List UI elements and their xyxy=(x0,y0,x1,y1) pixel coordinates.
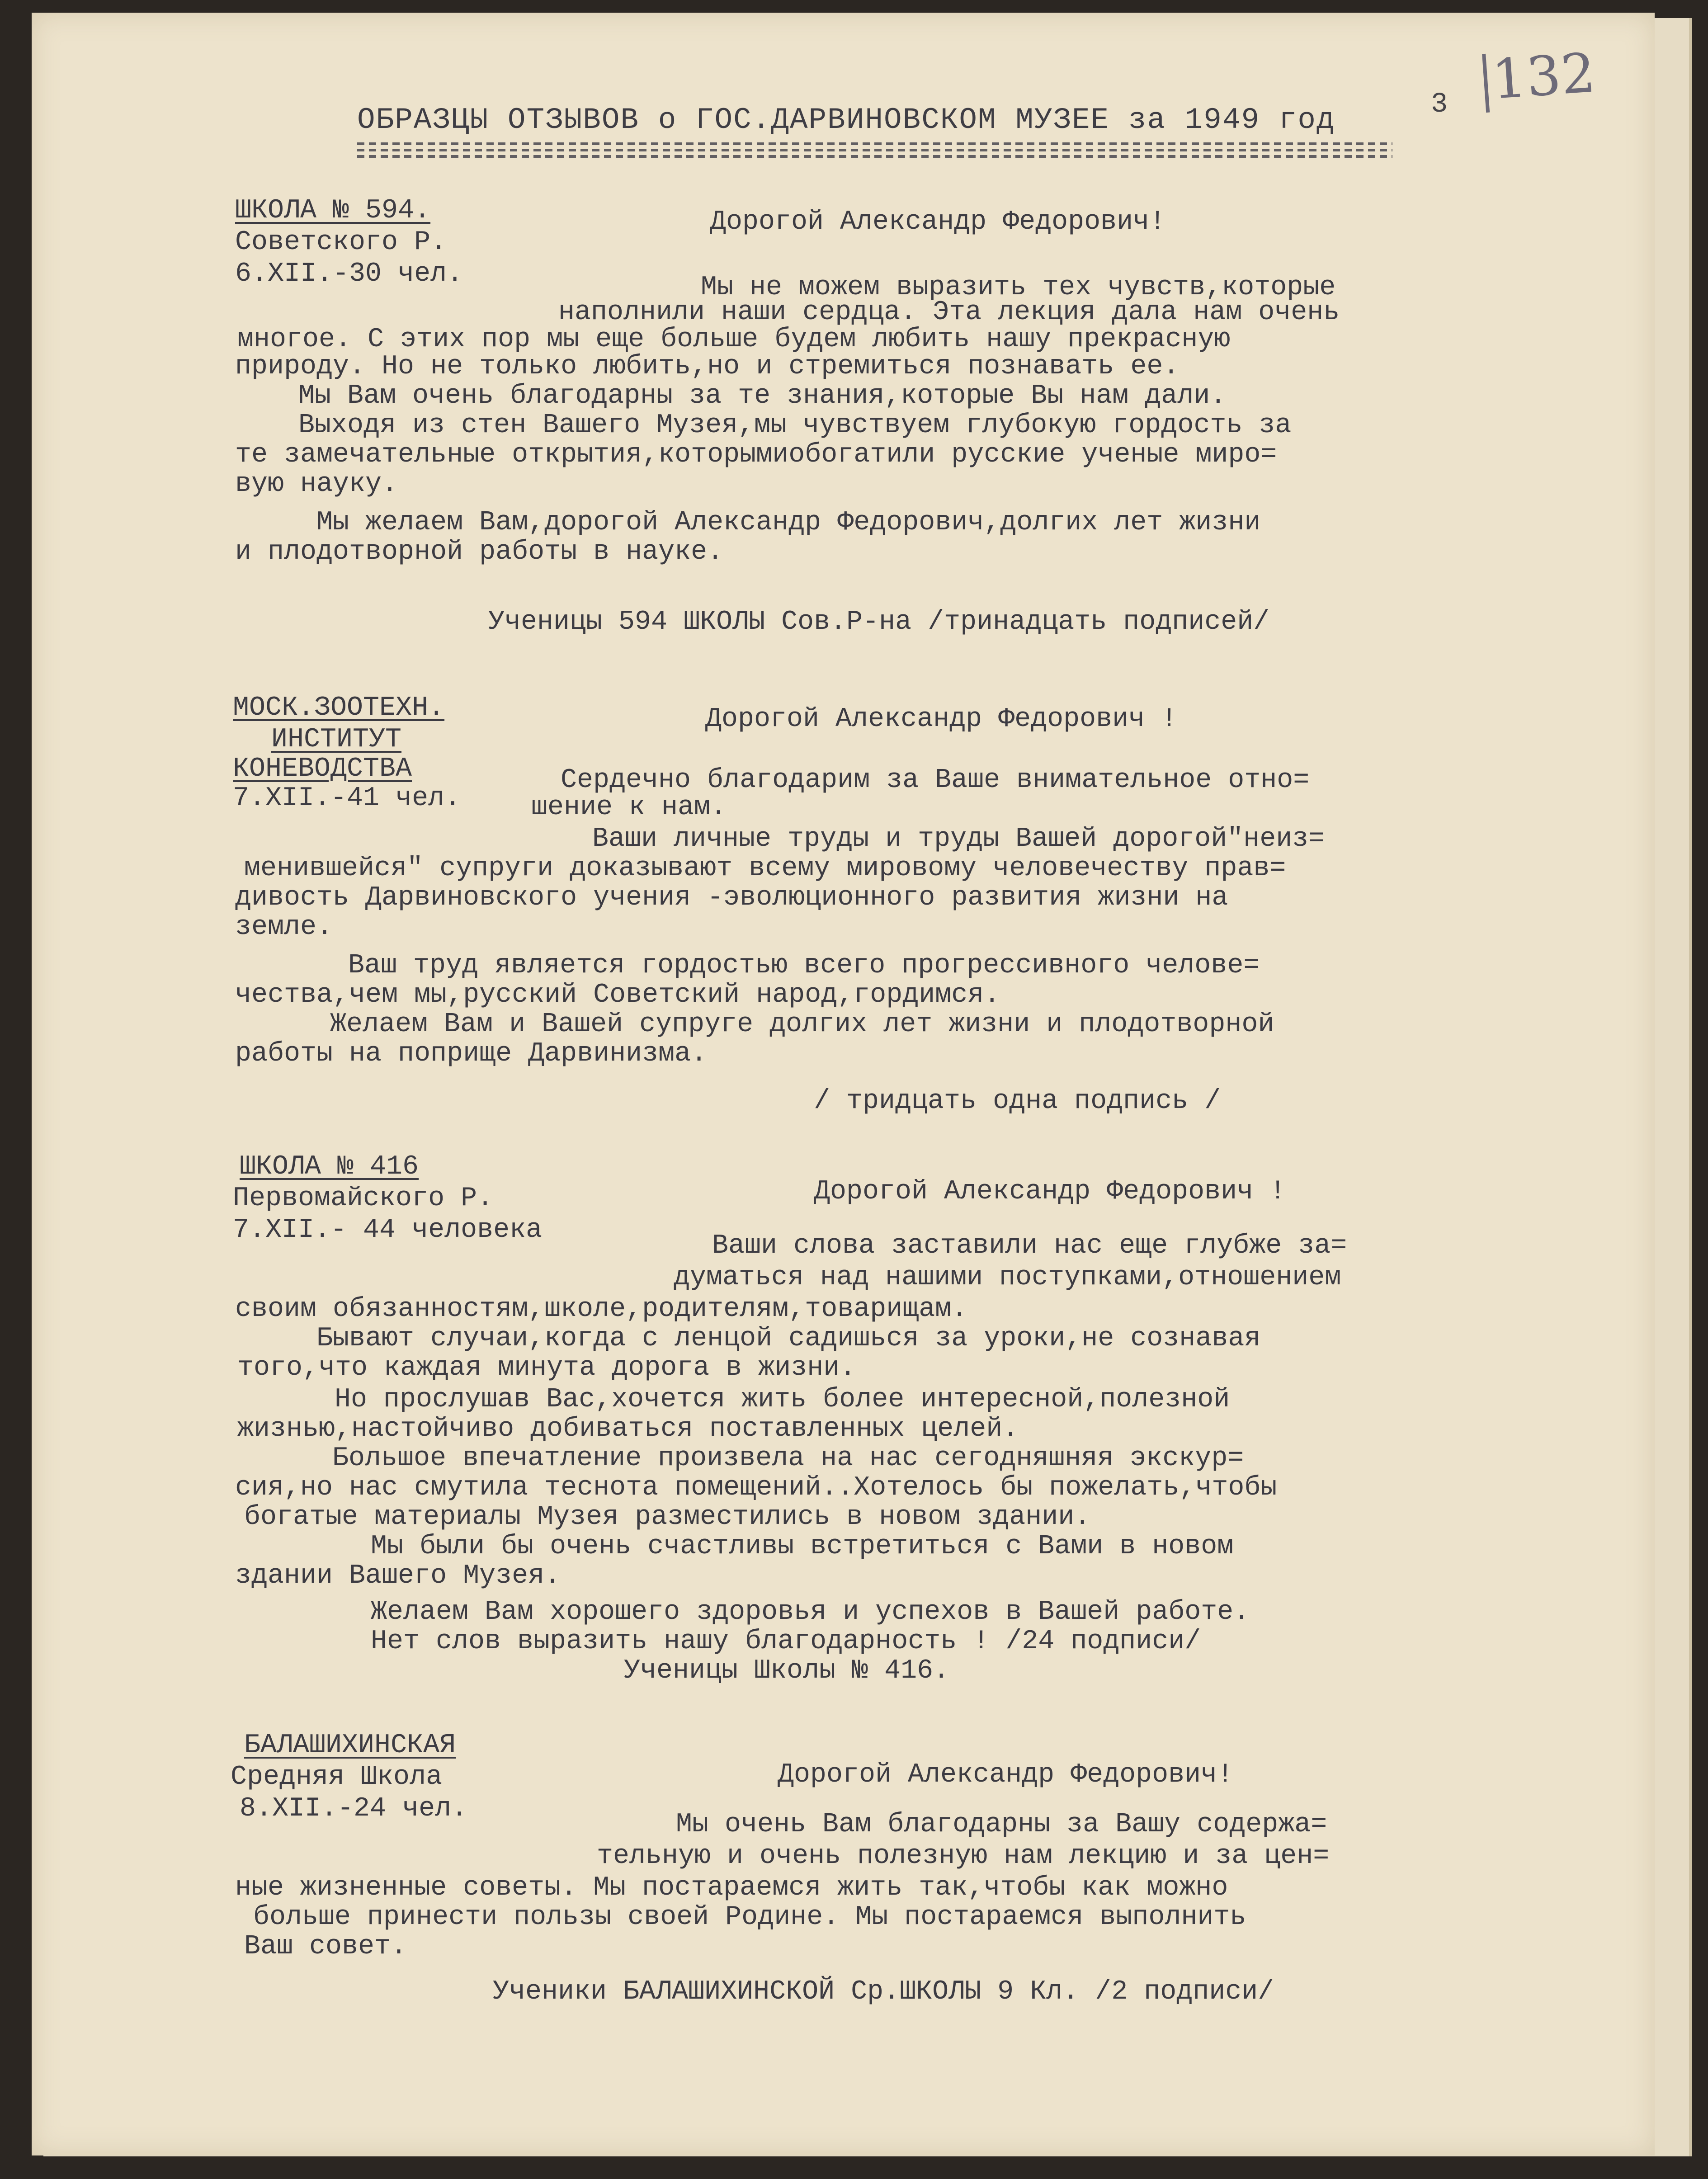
body-line: Мы желаем Вам,дорогой Александр Федорович,долгих лет жизни xyxy=(316,507,1261,538)
body-line: того,что каждая минута дорога в жизни. xyxy=(237,1353,856,1383)
greeting: Дорогой Александр Федорович ! xyxy=(814,1176,1286,1207)
sender-line: ИНСТИТУТ xyxy=(271,724,402,755)
sender-line: ШКОЛА № 594. xyxy=(235,195,431,226)
body-line: менившейся" супруги доказывают всему мировому человечеству прав= xyxy=(244,853,1286,884)
body-line: Ваш труд является гордостью всего прогрессивного челове= xyxy=(348,950,1260,981)
body-line: Мы очень Вам благодарны за Вашу содержа= xyxy=(676,1809,1327,1840)
body-line: шение к нам. xyxy=(531,792,727,823)
sender-line: КОНЕВОДСТВА xyxy=(233,754,412,784)
greeting: Дорогой Александр Федорович! xyxy=(778,1759,1234,1790)
title-double-rule xyxy=(357,142,1392,159)
greeting: Дорогой Александр Федорович ! xyxy=(705,704,1178,735)
document-title: ОБРАЗЦЫ ОТЗЫВОВ о ГОС.ДАРВИНОВСКОМ МУЗЕЕ за 1949 год xyxy=(357,103,1335,137)
body-line: те замечательные открытия,которымиобогатили русские ученые миро= xyxy=(235,439,1277,470)
body-line: Выходя из стен Вашего Музея,мы чувствуем глубокую гордость за xyxy=(298,410,1292,441)
signature: Ученики БАЛАШИХИНСКОЙ Ср.ШКОЛЫ 9 Кл. /2 подписи/ xyxy=(493,1976,1274,2007)
body-line: природу. Но не только любить,но и стремиться познавать ее. xyxy=(235,351,1180,382)
sender-line: МОСК.ЗООТЕХН. xyxy=(233,693,445,723)
body-line: вую науку. xyxy=(235,469,398,500)
sender-line: ШКОЛА № 416 xyxy=(240,1151,419,1182)
body-line: Желаем Вам и Вашей супруге долгих лет жизни и плодотворной xyxy=(330,1009,1274,1040)
sender-line: 6.XII.-30 чел. xyxy=(235,259,463,289)
body-line: Нет слов выразить нашу благодарность ! /24 подписи/ xyxy=(371,1626,1201,1657)
body-line: и плодотворной работы в науке. xyxy=(235,537,724,567)
sender-line: Советского Р. xyxy=(235,227,447,258)
body-line: Мы Вам очень благодарны за те знания,которые Вы нам дали. xyxy=(298,381,1227,411)
body-line: Ваши слова заставили нас еще глубже за= xyxy=(712,1231,1347,1261)
body-line: Желаем Вам хорошего здоровья и успехов в Вашей работе. xyxy=(371,1597,1250,1627)
body-line: богатые материалы Музея разместились в новом здании. xyxy=(244,1502,1091,1533)
body-line: здании Вашего Музея. xyxy=(235,1561,561,1591)
page-number: 3 xyxy=(1431,88,1448,120)
body-line: своим обязанностям,школе,родителям,товарищам. xyxy=(235,1294,968,1325)
body-line: больше принести пользы своей Родине. Мы постараемся выполнить xyxy=(253,1902,1246,1933)
body-line: чества,чем мы,русский Советский народ,гордимся. xyxy=(235,980,1000,1010)
body-line: ные жизненные советы. Мы постараемся жить так,чтобы как можно xyxy=(235,1872,1228,1903)
body-line: дивость Дарвиновского учения -эволюционного развития жизни на xyxy=(235,882,1228,913)
body-line: тельную и очень полезную нам лекцию и за цен= xyxy=(597,1841,1330,1872)
sender-line: 7.XII.- 44 человека xyxy=(233,1215,543,1245)
body-line: думаться над нашими поступками,отношением xyxy=(674,1262,1341,1293)
body-line: земле. xyxy=(235,912,333,943)
sender-line: 7.XII.-41 чел. xyxy=(233,783,461,814)
body-line: Ваши личные труды и труды Вашей дорогой"неиз= xyxy=(592,824,1325,854)
body-line: работы на поприще Дарвинизма. xyxy=(235,1038,708,1069)
body-line: Мы не можем выразить тех чувств,которые xyxy=(701,272,1336,303)
body-line: наполнили наши сердца. Эта лекция дала нам очень xyxy=(558,297,1340,328)
sender-line: БАЛАШИХИНСКАЯ xyxy=(244,1730,456,1761)
body-line: Но прослушав Вас,хочется жить более интересной,полезной xyxy=(335,1384,1230,1415)
sender-line: Первомайского Р. xyxy=(233,1183,494,1214)
body-line: Сердечно благодарим за Ваше внимательное отно= xyxy=(561,765,1310,796)
body-line: Большое впечатление произвела на нас сегодняшняя экскур= xyxy=(332,1443,1244,1474)
body-line: жизнью,настойчиво добиваться поставленных целей. xyxy=(237,1414,1019,1444)
signature: Ученицы Школы № 416. xyxy=(624,1655,950,1686)
body-line: многое. С этих пор мы еще больше будем любить нашу прекрасную xyxy=(237,324,1231,355)
body-line: сия,но нас смутила теснота помещений..Хотелось бы пожелать,чтобы xyxy=(235,1472,1277,1503)
body-line: Ваш совет. xyxy=(244,1931,407,1962)
sender-line: 8.XII.-24 чел. xyxy=(240,1793,468,1824)
sender-line: Средняя Школа xyxy=(231,1762,443,1792)
body-line: Бывают случаи,когда с ленцой садишься за уроки,не сознавая xyxy=(316,1323,1261,1354)
greeting: Дорогой Александр Федорович! xyxy=(710,207,1166,237)
signature: / тридцать одна подпись / xyxy=(814,1086,1221,1117)
signature: Ученицы 594 ШКОЛЫ Сов.Р-на /тринадцать подписей/ xyxy=(488,607,1270,637)
archive-page-mark: 132 xyxy=(1490,42,1598,112)
body-line: Мы были бы очень счастливы встретиться с Вами в новом xyxy=(371,1531,1234,1562)
